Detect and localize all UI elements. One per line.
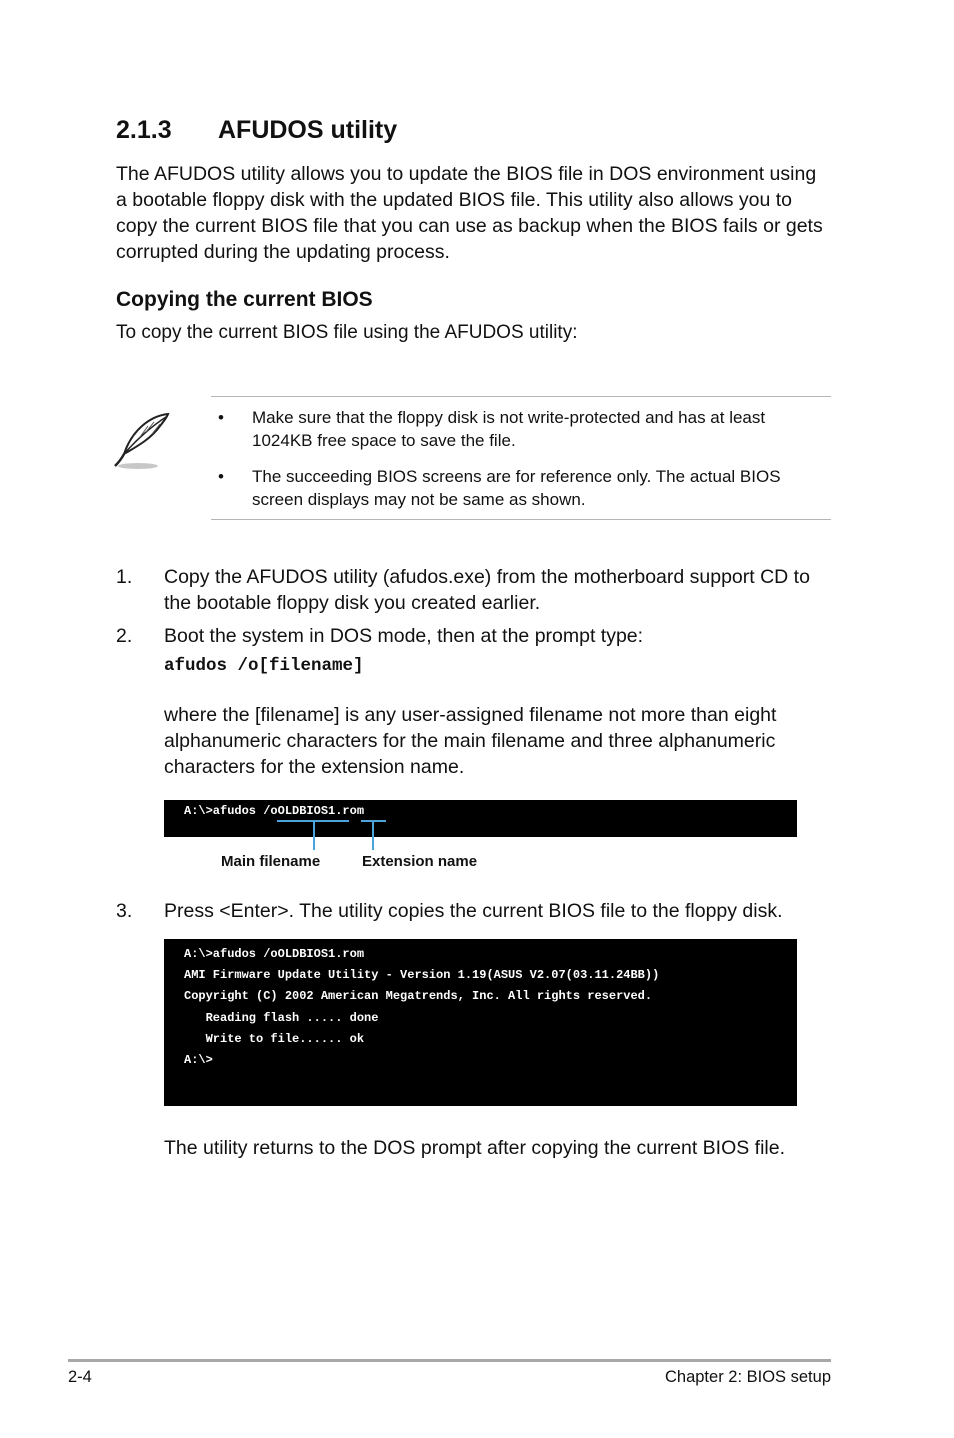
extension-name-label: Extension name bbox=[362, 853, 478, 870]
bullet: • bbox=[218, 467, 224, 486]
feather-pen-icon bbox=[110, 410, 174, 472]
section-number: 2.1.3 bbox=[116, 116, 172, 144]
terminal-line: Copyright (C) 2002 American Megatrends, Inc. All rights reserved. bbox=[184, 989, 653, 1003]
extension-bracket bbox=[361, 821, 386, 850]
chapter-title: Chapter 2: BIOS setup bbox=[664, 1368, 831, 1386]
note-box bbox=[211, 396, 831, 520]
step-text: Boot the system in DOS mode, then at the prompt type: bbox=[164, 625, 644, 647]
footer-divider bbox=[68, 1359, 831, 1362]
intro-line: The AFUDOS utility allows you to update the BIOS file in DOS environment using bbox=[116, 163, 817, 185]
intro-paragraph bbox=[116, 161, 836, 265]
terminal-line: Reading flash ..... done bbox=[184, 1011, 379, 1025]
filename-explanation bbox=[164, 702, 834, 780]
terminal-output bbox=[164, 939, 797, 1106]
section-title: AFUDOS utility bbox=[218, 116, 398, 144]
terminal-line: A:\>afudos /oOLDBIOS1.rom bbox=[184, 804, 365, 818]
section-heading bbox=[116, 116, 397, 145]
terminal-line: A:\>afudos /oOLDBIOS1.rom bbox=[184, 947, 365, 961]
note-line: The succeeding BIOS screens are for reference only. The actual BIOS bbox=[252, 467, 781, 486]
explanation-line: characters for the extension name. bbox=[164, 756, 465, 778]
main-filename-bracket bbox=[277, 821, 349, 850]
main-filename-label: Main filename bbox=[221, 853, 321, 870]
filename-callouts bbox=[164, 818, 424, 858]
note-line: 1024KB free space to save the file. bbox=[252, 431, 516, 450]
step-number: 2. bbox=[116, 625, 133, 647]
command-text: afudos /o[filename] bbox=[164, 656, 364, 676]
step-line: the bootable floppy disk you created earlier. bbox=[164, 592, 541, 614]
intro-line: a bootable floppy disk with the updated BIOS file. This utility also allows you to bbox=[116, 189, 793, 211]
step-text: Press <Enter>. The utility copies the current BIOS file to the floppy disk. bbox=[164, 900, 783, 922]
bullet: • bbox=[218, 408, 224, 427]
subsection-title: Copying the current BIOS bbox=[116, 288, 373, 311]
page-number: 2-4 bbox=[68, 1368, 92, 1386]
terminal-line: AMI Firmware Update Utility - Version 1.19(ASUS V2.07(03.11.24BB)) bbox=[184, 968, 660, 982]
closing-text: The utility returns to the DOS prompt after copying the current BIOS file. bbox=[164, 1137, 786, 1159]
terminal-line: Write to file...... ok bbox=[184, 1032, 365, 1046]
intro-line: copy the current BIOS file that you can use as backup when the BIOS fails or gets bbox=[116, 215, 823, 237]
note-line: Make sure that the floppy disk is not write-protected and has at least bbox=[252, 408, 766, 427]
intro-line: corrupted during the updating process. bbox=[116, 241, 450, 263]
terminal-line: A:\> bbox=[184, 1053, 213, 1067]
subsection-lead: To copy the current BIOS file using the AFUDOS utility: bbox=[116, 322, 578, 343]
step-number: 3. bbox=[116, 900, 133, 922]
step-text bbox=[164, 564, 834, 616]
step-number: 1. bbox=[116, 566, 133, 588]
note-line: screen displays may not be same as shown. bbox=[252, 490, 586, 509]
explanation-line: alphanumeric characters for the main filename and three alphanumeric bbox=[164, 730, 776, 752]
step-line: Copy the AFUDOS utility (afudos.exe) from the motherboard support CD to bbox=[164, 566, 810, 588]
explanation-line: where the [filename] is any user-assigned filename not more than eight bbox=[164, 704, 777, 726]
